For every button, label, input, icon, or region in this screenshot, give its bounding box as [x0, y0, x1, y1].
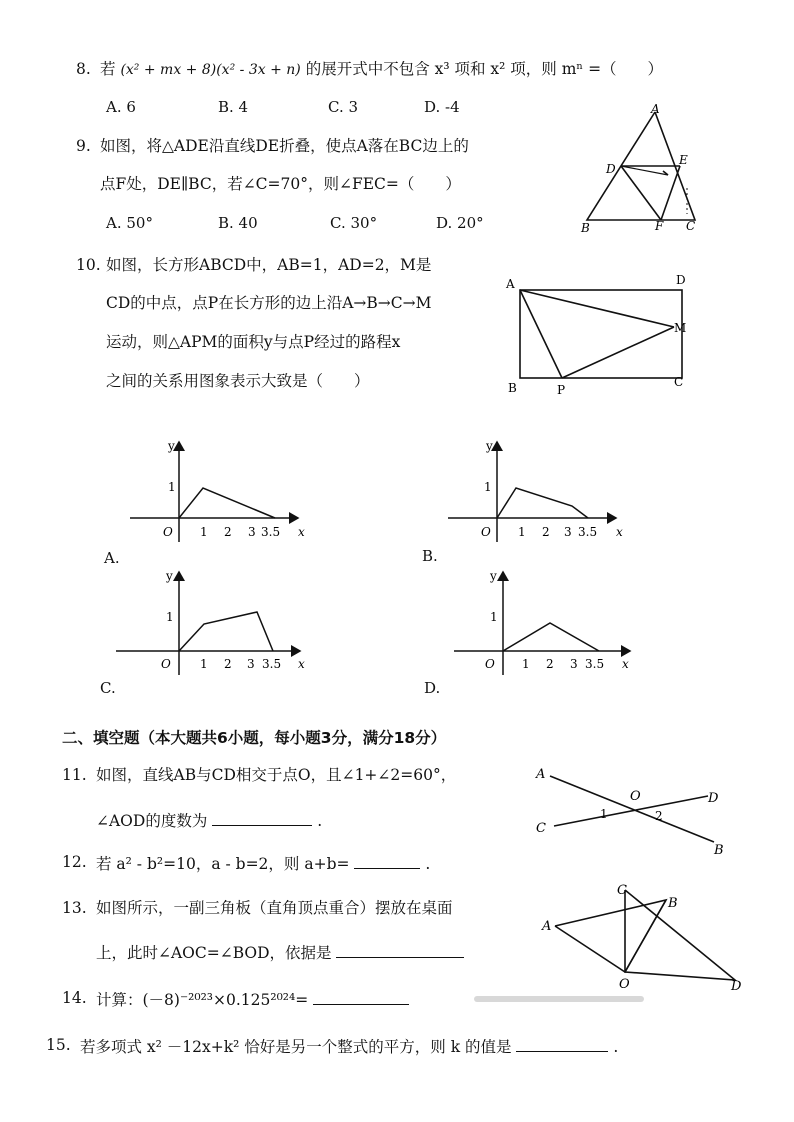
q10-graph-b-origin: O: [481, 525, 491, 539]
q13-answer-blank[interactable]: [336, 941, 464, 958]
q8-number: 8.: [76, 60, 91, 78]
q10-graph-a-xtick-35: 3.5: [261, 525, 281, 539]
q12-answer-blank[interactable]: [354, 852, 420, 869]
q11-label-a: A: [536, 767, 546, 782]
q10-graph-a-xtick-2: 2: [224, 525, 232, 539]
q9-line2: 点F处，DE∥BC，若∠C=70°，则∠FEC=（ ）: [100, 175, 461, 193]
q9-label-c: C: [686, 219, 696, 233]
q10-line4: 之间的关系用图象表示大致是（ ）: [106, 372, 370, 390]
q10-graph-d-origin: O: [485, 657, 495, 671]
q10-graph-a-y-label: y: [168, 439, 175, 453]
q13-line2-text: 上，此时∠AOC=∠BOD，依据是: [96, 944, 332, 962]
q10-graph-c-xtick-1: 1: [200, 657, 208, 671]
q9-label-d: D: [606, 162, 616, 176]
q10-label-b: B: [508, 381, 517, 395]
q13-label-o: O: [619, 977, 630, 992]
q8-expression: (x² + mx + 8)(x² - 3x + n): [120, 62, 301, 78]
q8-text-pre: 若: [100, 60, 116, 78]
q10-graph-a-xtick-1: 1: [200, 525, 208, 539]
q10-graph-c-ytick: 1: [166, 610, 174, 624]
q9-label-b: B: [581, 221, 590, 234]
q13-label-a: A: [542, 919, 552, 934]
q10-graph-b-xtick-1: 1: [518, 525, 526, 539]
q11-answer-blank[interactable]: [212, 809, 312, 826]
q9-number: 9.: [76, 137, 91, 155]
q8-option-a: A. 6: [106, 98, 136, 116]
q13-label-b: B: [668, 896, 678, 911]
q10-graph-d-xtick-3: 3: [570, 657, 578, 671]
q10-graph-c-origin: O: [161, 657, 171, 671]
q10-graph-b-label: B.: [422, 547, 438, 565]
q10-graph-a-label: A.: [104, 549, 120, 567]
q10-number: 10.: [76, 256, 101, 274]
q13-number: 13.: [62, 899, 87, 917]
q9-triangle-figure: [575, 102, 705, 234]
q13-line1: 如图所示，一副三角板（直角顶点重合）摆放在桌面: [96, 899, 453, 917]
section2-title: 二、填空题（本大题共6小题，每小题3分，满分18分）: [62, 729, 447, 747]
q8-text: [100, 59, 663, 80]
q10-graph-d: [454, 566, 640, 676]
q11-label-c: C: [536, 821, 546, 836]
q14-answer-blank[interactable]: [313, 988, 409, 1005]
q10-label-a: A: [506, 277, 515, 291]
q11-line2-text: ∠AOD的度数为: [96, 812, 208, 830]
q8-option-c: C. 3: [328, 98, 359, 116]
q11-label-d: D: [708, 791, 719, 806]
q12-period: .: [425, 855, 431, 873]
q10-graph-b-x-label: x: [616, 525, 623, 539]
q10-graph-d-xtick-35: 3.5: [585, 657, 605, 671]
q9-label-a: A: [651, 102, 660, 116]
q11-label-angle2: 2: [655, 809, 663, 823]
q11-line1: 如图，直线AB与CD相交于点O，且∠1+∠2=60°，: [96, 766, 457, 784]
q10-graph-a-origin: O: [163, 525, 173, 539]
q10-graph-c-xtick-3: 3: [247, 657, 255, 671]
q10-graph-d-y-label: y: [490, 569, 497, 583]
q11-number: 11.: [62, 766, 87, 784]
q10-graph-c-x-label: x: [298, 657, 305, 671]
q8-option-d: D. -4: [424, 98, 460, 116]
q11-label-angle1: 1: [600, 807, 608, 821]
q10-graph-b-xtick-2: 2: [542, 525, 550, 539]
q9-label-f: F: [655, 219, 664, 233]
scan-smudge: [474, 996, 644, 1002]
q8-option-b: B. 4: [218, 98, 249, 116]
q10-label-c: C: [674, 375, 684, 389]
q15-number: 15.: [46, 1036, 71, 1054]
q13-label-c: C: [617, 883, 627, 898]
q10-graph-d-xtick-2: 2: [546, 657, 554, 671]
q10-line2: CD的中点，点P在长方形的边上沿A→B→C→M: [106, 294, 432, 312]
q9-option-c: C. 30°: [330, 214, 378, 232]
q15-period: .: [613, 1038, 619, 1056]
q14-number: 14.: [62, 989, 87, 1007]
q10-graph-b: [448, 436, 634, 544]
q9-line1: 如图，将△ADE沿直线DE折叠，使点A落在BC边上的: [100, 137, 469, 155]
q10-graph-a-xtick-3: 3: [248, 525, 256, 539]
q10-graph-d-xtick-1: 1: [522, 657, 530, 671]
q12-body: [96, 852, 430, 874]
q9-label-e: E: [679, 153, 688, 167]
q10-line3: 运动，则△APM的面积y与点P经过的路程x: [106, 333, 401, 351]
q10-graph-c-label: C.: [100, 679, 116, 697]
q9-option-a: A. 50°: [106, 214, 153, 232]
q10-graph-a-x-label: x: [298, 525, 305, 539]
q9-option-d: D. 20°: [436, 214, 484, 232]
q10-label-d: D: [676, 273, 686, 287]
q10-graph-b-xtick-3: 3: [564, 525, 572, 539]
q10-label-m: M: [674, 321, 687, 335]
q10-line1: 如图，长方形ABCD中，AB=1，AD=2，M是: [106, 256, 432, 274]
q9-option-b: B. 40: [218, 214, 258, 232]
q10-graph-c-xtick-35: 3.5: [262, 657, 282, 671]
q10-graph-d-x-label: x: [622, 657, 629, 671]
q10-graph-c: [116, 566, 312, 676]
q10-graph-b-xtick-35: 3.5: [578, 525, 598, 539]
q12-number: 12.: [62, 853, 87, 871]
q13-label-d: D: [731, 979, 742, 992]
q10-graph-a: [130, 436, 316, 544]
q10-graph-c-xtick-2: 2: [224, 657, 232, 671]
q11-lines-figure: [530, 762, 730, 858]
q8-text-post: 的展开式中不包含 x³ 项和 x² 项，则 mⁿ =（ ）: [305, 60, 664, 78]
q15-body: [80, 1035, 618, 1057]
q10-graph-b-ytick: 1: [484, 480, 492, 494]
q12-text: 若 a² - b²=10，a - b=2，则 a+b=: [96, 855, 350, 873]
q10-graph-c-y-label: y: [166, 569, 173, 583]
q15-answer-blank[interactable]: [516, 1035, 608, 1052]
q13-line2: [96, 941, 464, 963]
q14-text: 计算：(－8)⁻²⁰²³×0.125²⁰²⁴=: [96, 991, 309, 1009]
q10-label-p: P: [557, 383, 566, 397]
q11-label-o: O: [630, 789, 641, 804]
q10-rectangle-figure: [502, 270, 702, 398]
q10-graph-b-y-label: y: [486, 439, 493, 453]
q14-body: [96, 988, 409, 1010]
q11-line2: [96, 809, 322, 831]
q15-text: 若多项式 x² －12x+k² 恰好是另一个整式的平方，则 k 的值是: [80, 1038, 512, 1056]
q10-graph-a-ytick: 1: [168, 480, 176, 494]
q11-period: .: [317, 812, 323, 830]
q13-triangles-figure: [535, 880, 745, 992]
q10-graph-d-label: D.: [424, 679, 441, 697]
q10-graph-d-ytick: 1: [490, 610, 498, 624]
q11-label-b: B: [714, 843, 724, 858]
